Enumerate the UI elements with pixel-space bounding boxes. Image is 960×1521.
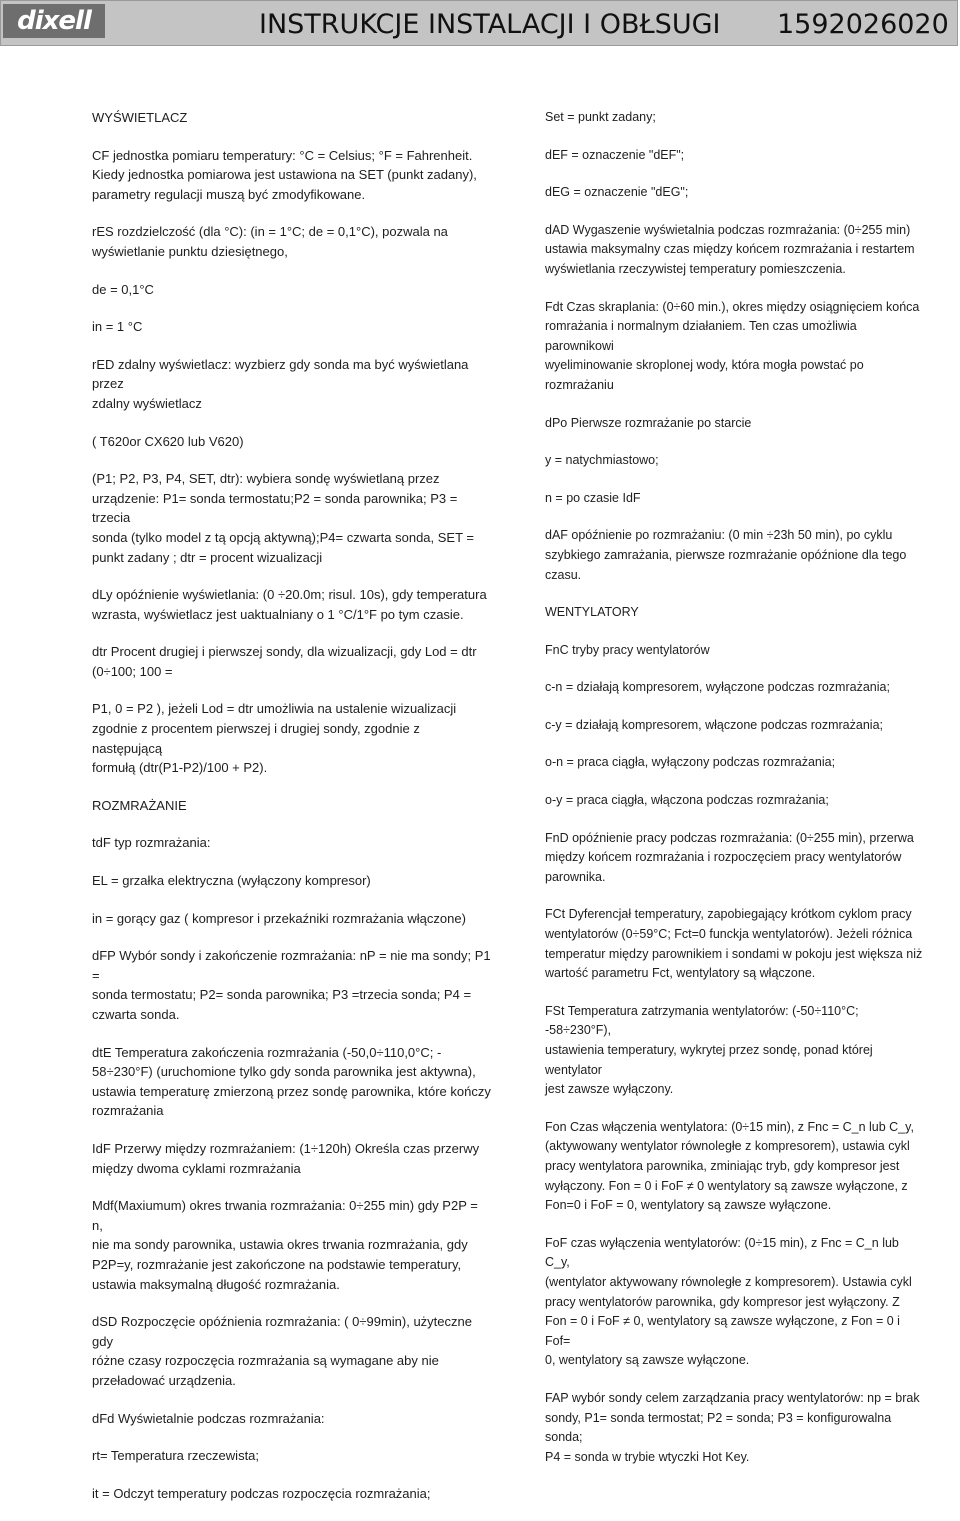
text-paragraph: Fon Czas włączenia wentylatora: (0÷15 min), z Fnc = C_n lub C_y, (aktywowany wentylator równoległe z kompresorem), ustawia cykl pracy wentylatora parownika, zminiając tryb, gdy kompresor jest wyłączony. Fon = 0 i FoF ≠ 0 wentylatory są zawsze wyłączone, z Fon=0 i FoF = 0, wentylatory są zawsze wyłączone. xyxy=(545,1119,914,1213)
dixell-logo xyxy=(3,4,105,38)
text-paragraph: Set = punkt zadany; xyxy=(545,110,656,124)
page-header xyxy=(0,0,958,46)
text-paragraph: Mdf(Maxiumum) okres trwania rozmrażania: 0÷255 min) gdy P2P = n, nie ma sondy parownika, ustawia okres trwania rozmrażania, gdy P2P=y, rozmrażanie jest zakończone na podstawie temperatury, ustawia maksymalną długość rozmrażania. xyxy=(92,1198,478,1292)
text-paragraph: dFP Wybór sondy i zakończenie rozmrażania: nP = nie ma sondy; P1 = sonda termostatu; P2= sonda parownika; P3 =trzecia sonda; P4 = czwarta sonda. xyxy=(92,948,491,1022)
text-paragraph: n = po czasie IdF xyxy=(545,490,641,505)
text-paragraph: ROZMRAŻANIE xyxy=(92,797,187,813)
text-paragraph: ( T620or CX620 lub V620) xyxy=(92,433,244,449)
text-paragraph: EL = grzałka elektryczna (wyłączony kompresor) xyxy=(92,873,371,889)
text-paragraph: IdF Przerwy między rozmrażaniem: (1÷120h) Określa czas przerwy między dwoma cyklami rozmrażania xyxy=(92,1140,480,1176)
text-paragraph: dPo Pierwsze rozmrażanie po starcie xyxy=(545,415,752,430)
text-paragraph: P1, 0 = P2 ), jeżeli Lod = dtr umożliwia na ustalenie wizualizacji zgodnie z procentem pierwszej i drugiej sondy, zgodnie z następującą formułą (dtr(P1-P2)/100 + P2). xyxy=(92,701,457,776)
text-paragraph: FnD opóźnienie pracy podczas rozmrażania: (0÷255 min), przerwa między końcem rozmrażania i rozpoczęciem pracy wentylatorów parownika. xyxy=(545,830,914,884)
text-paragraph: FnC tryby pracy wentylatorów xyxy=(545,642,710,657)
document-code: 1592026020 xyxy=(777,9,949,40)
text-paragraph: y = natychmiastowo; xyxy=(545,453,659,468)
text-paragraph: rES rozdzielczość (dla °C): (in = 1°C; de = 0,1°C), pozwala na wyświetlanie punktu dziesiętnego, xyxy=(92,224,448,259)
text-paragraph: (P1; P2, P3, P4, SET, dtr): wybiera sondę wyświetlaną przez urządzenie: P1= sonda termostatu;P2 = sonda parownika; P3 = trzecia sonda (tylko model z tą opcją aktywną);P4= czwarta sonda, SET = punkt zadany ; dtr = procent wizualizacji xyxy=(92,471,475,565)
text-paragraph: CF jednostka pomiaru temperatury: °C = Celsius; °F = Fahrenheit. Kiedy jednostka pomiarowa jest ustawiona na SET (punkt zadany), parametry regulacji muszą być zmodyfikowane. xyxy=(92,147,477,202)
text-paragraph: FSt Temperatura zatrzymania wentylatorów: (-50÷110°C; -58÷230°F), ustawienia temperatury, wykrytej przez sondę, ponad której wentylator jest zawsze wyłączony. xyxy=(545,1003,873,1097)
text-paragraph: c-n = działają kompresorem, wyłączone podczas rozmrażania; xyxy=(545,680,890,695)
text-paragraph: FCt Dyferencjał temperatury, zapobiegający krótkom cyklom pracy wentylatorów (0÷59°C; Fct=0 funckja wentylatorów). Jeżeli różnica temperatur między parownikiem i sondami w pokoju jest większa niż wartość parametru Fct, wentylatory są włączone. xyxy=(545,907,923,981)
text-paragraph: dSD Rozpoczęcie opóźnienia rozmrażania: ( 0÷99min), użyteczne gdy różne czasy rozpoczęcia rozmrażania są wymagane aby nie przeładować urządzenia. xyxy=(92,1314,472,1388)
text-paragraph: WYŚWIETLACZ xyxy=(92,110,188,125)
text-paragraph: de = 0,1°C xyxy=(92,281,154,297)
document-title: INSTRUKCJE INSTALACJI I OBŁSUGI xyxy=(259,9,721,40)
text-paragraph: o-y = praca ciągła, włączona podczas rozmrażania; xyxy=(545,793,829,808)
text-paragraph: dLy opóźnienie wyświetlania: (0 ÷20.0m; risul. 10s), gdy temperatura wzrasta, wyświetlacz jest uaktualniany o 1 °C/1°F po tym czasie. xyxy=(92,587,487,622)
text-paragraph: dAF opóźnienie po rozmrażaniu: (0 min ÷23h 50 min), po cyklu szybkiego zamrażania, pierwsze rozmrażanie opóźnione dla tego czasu. xyxy=(545,528,907,582)
text-paragraph: Fdt Czas skraplania: (0÷60 min.), okres między osiągnięciem końca romrażania i normalnym działaniem. Ten czas umożliwia parownikowi wyeliminowanie skroplonej wody, która mogła powstać po rozmrażaniu xyxy=(545,299,920,392)
text-paragraph: dtE Temperatura zakończenia rozmrażania (-50,0÷110,0°C; - 58÷230°F) (uruchomione tylko gdy sonda parownika jest aktywna), ustawia temperaturę zmierzoną przez sondę parownika, które kończy rozmrażania xyxy=(92,1044,491,1119)
left-column xyxy=(92,108,492,1521)
text-paragraph: tdF typ rozmrażania: xyxy=(92,835,211,851)
text-paragraph: in = gorący gaz ( kompresor i przekaźniki rozmrażania włączone) xyxy=(92,910,466,926)
text-paragraph: rt= Temperatura rzeczewista; xyxy=(92,1448,260,1464)
text-paragraph: dtr Procent drugiej i pierwszej sondy, dla wizualizacji, gdy Lod = dtr (0÷100; 100 = xyxy=(92,644,477,679)
text-paragraph: FAP wybór sondy celem zarządzania pracy wentylatorów: np = brak sondy, P1= sonda termostat; P2 = sonda; P3 = konfigurowalna sonda; P4 = sonda w trybie wtyczki Hot Key. xyxy=(545,1390,920,1464)
text-paragraph: c-y = działają kompresorem, włączone podczas rozmrażania; xyxy=(545,717,883,732)
logo-text: dixell xyxy=(17,6,91,36)
text-paragraph: dEF = oznaczenie "dEF"; xyxy=(545,147,685,162)
text-paragraph: WENTYLATORY xyxy=(545,605,639,620)
text-paragraph: dAD Wygaszenie wyświetalnia podczas rozmrażania: (0÷255 min) ustawia maksymalny czas między końcem rozmrażania i restartem wyświetlania rzeczywistej temperatury pomieszczenia. xyxy=(545,222,915,276)
text-paragraph: dFd Wyświetalnie podczas rozmrażania: xyxy=(92,1410,325,1426)
right-column xyxy=(545,108,925,1485)
text-paragraph: it = Odczyt temperatury podczas rozpoczęcia rozmrażania; xyxy=(92,1485,431,1501)
text-paragraph: dEG = oznaczenie "dEG"; xyxy=(545,185,689,200)
text-paragraph: in = 1 °C xyxy=(92,319,143,335)
text-paragraph: FoF czas wyłączenia wentylatorów: (0÷15 min), z Fnc = C_n lub C_y, (wentylator aktywowany równoległe z kompresorem). Ustawia cykl pracy wentylatorów parownika, gdy kompresor jest wyłączony. Z Fon = 0 i FoF ≠ 0, wentylatory są zawsze wyłączone, z Fon = 0 i Fof= 0, wentylatory są zawsze wyłączone. xyxy=(545,1235,912,1368)
text-paragraph: rED zdalny wyświetlacz: wyzbierz gdy sonda ma być wyświetlana przez zdalny wyświetlacz xyxy=(92,356,469,411)
text-paragraph: o-n = praca ciągła, wyłączony podczas rozmrażania; xyxy=(545,755,836,770)
